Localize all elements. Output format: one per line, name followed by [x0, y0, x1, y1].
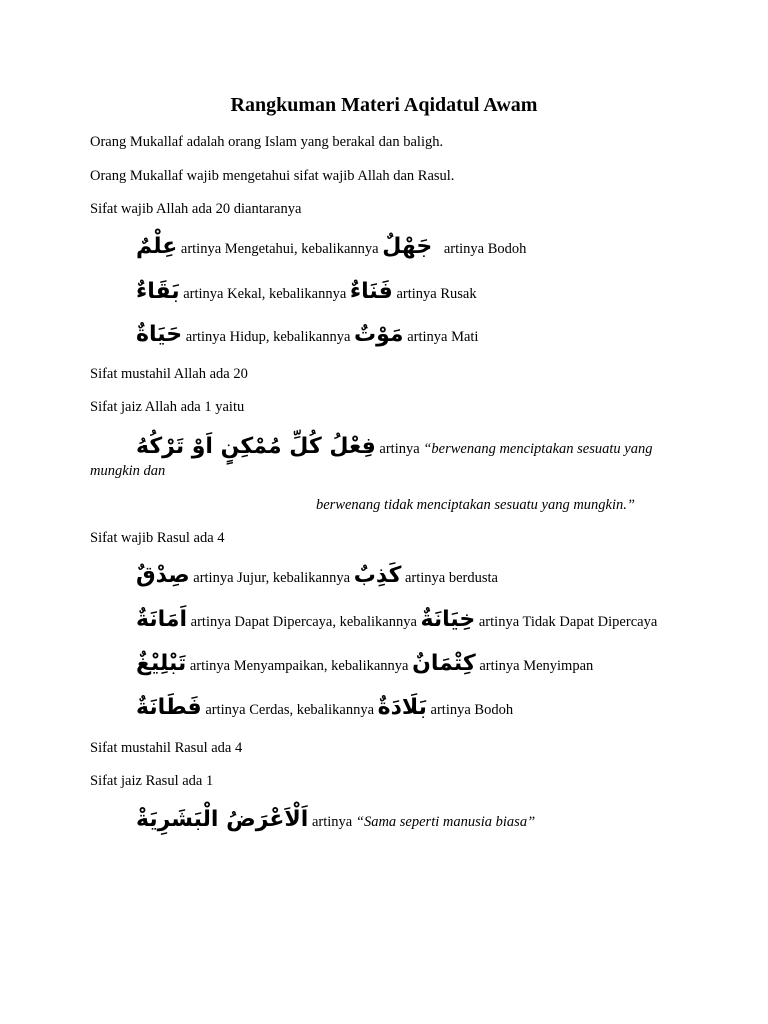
sifat-row — [136, 234, 526, 264]
opposite-meaning-text: artinya Menyimpan — [479, 658, 594, 674]
section-heading-jaiz-rasul: Sifat jaiz Rasul ada 1 — [90, 773, 214, 789]
sifat-row — [136, 651, 593, 681]
section-text-mustahil-rasul: Sifat mustahil Rasul ada 4 — [90, 740, 243, 756]
section-text-mustahil-allah: Sifat mustahil Allah ada 20 — [90, 366, 248, 382]
arabic-opposite-term: مَوْتٌ — [354, 322, 404, 347]
opposite-meaning-text: artinya Bodoh — [430, 702, 514, 718]
section-heading-jaiz-allah: Sifat jaiz Allah ada 1 yaitu — [90, 399, 245, 415]
opposite-meaning-text: artinya Bodoh — [443, 241, 527, 257]
arabic-term: اَمَانَةٌ — [136, 607, 188, 632]
arabic-opposite-term: جَهْلٌ — [382, 234, 433, 259]
meaning-quote-line: berwenang tidak menciptakan sesuatu yang mungkin.” — [316, 497, 635, 513]
opposite-meaning-text: artinya Rusak — [396, 286, 477, 302]
arabic-opposite-term: كِتْمَانٌ — [412, 651, 476, 676]
arabic-term: صِدْقٌ — [136, 563, 190, 588]
meaning-quote: “Sama seperti manusia biasa” — [355, 814, 536, 830]
artinya-label: artinya — [379, 441, 420, 457]
arabic-opposite-term: كَذِبٌ — [353, 563, 402, 588]
intro-paragraph: Orang Mukallaf adalah orang Islam yang berakal dan baligh. — [90, 134, 444, 150]
arabic-phrase: فِعْلُ كُلِّ مُمْكِنٍ اَوْ تَرْكُهُ — [136, 434, 376, 459]
jaiz-rasul-row — [136, 807, 535, 837]
arabic-term: بَقَاءٌ — [136, 279, 180, 304]
section-heading-wajib-allah: Sifat wajib Allah ada 20 diantaranya — [90, 201, 302, 217]
arabic-opposite-term: خِيَانَةٌ — [420, 607, 476, 632]
artinya-label: artinya — [311, 814, 353, 830]
arabic-phrase: اَلْاَعْرَضُ الْبَشَرِيَةْ — [136, 807, 309, 832]
meaning-quote-line: mungkin dan — [90, 463, 166, 479]
arabic-term: فَطَانَةٌ — [136, 695, 202, 720]
arabic-term: تَبْلِيْغٌ — [136, 651, 187, 676]
meaning-text: artinya Menyampaikan, kebalikannya — [189, 658, 409, 674]
sifat-row — [136, 279, 477, 309]
arabic-opposite-term: بَلَادَةٌ — [377, 695, 427, 720]
meaning-text: artinya Kekal, kebalikannya — [183, 286, 347, 302]
arabic-opposite-term: فَنَاءٌ — [349, 279, 393, 304]
sifat-row — [136, 695, 513, 725]
jaiz-allah-row — [136, 434, 652, 464]
sifat-row — [136, 563, 498, 593]
arabic-term: عِلْمٌ — [136, 234, 178, 259]
intro-paragraph: Orang Mukallaf wajib mengetahui sifat wajib Allah dan Rasul. — [90, 168, 455, 184]
opposite-meaning-text: artinya Tidak Dapat Dipercaya — [478, 614, 658, 630]
sifat-row — [136, 607, 657, 637]
document-title: Rangkuman Materi Aqidatul Awam — [230, 94, 538, 116]
meaning-text: artinya Dapat Dipercaya, kebalikannya — [190, 614, 417, 630]
meaning-quote-line: “berwenang menciptakan sesuatu yang — [423, 441, 653, 457]
sifat-row — [136, 322, 478, 352]
meaning-text: artinya Cerdas, kebalikannya — [205, 702, 375, 718]
opposite-meaning-text: artinya berdusta — [404, 570, 498, 586]
arabic-term: حَيَاةٌ — [136, 322, 183, 347]
meaning-text: artinya Mengetahui, kebalikannya — [180, 241, 379, 257]
meaning-text: artinya Jujur, kebalikannya — [193, 570, 351, 586]
section-heading-wajib-rasul: Sifat wajib Rasul ada 4 — [90, 530, 225, 546]
opposite-meaning-text: artinya Mati — [407, 329, 479, 345]
meaning-text: artinya Hidup, kebalikannya — [185, 329, 351, 345]
